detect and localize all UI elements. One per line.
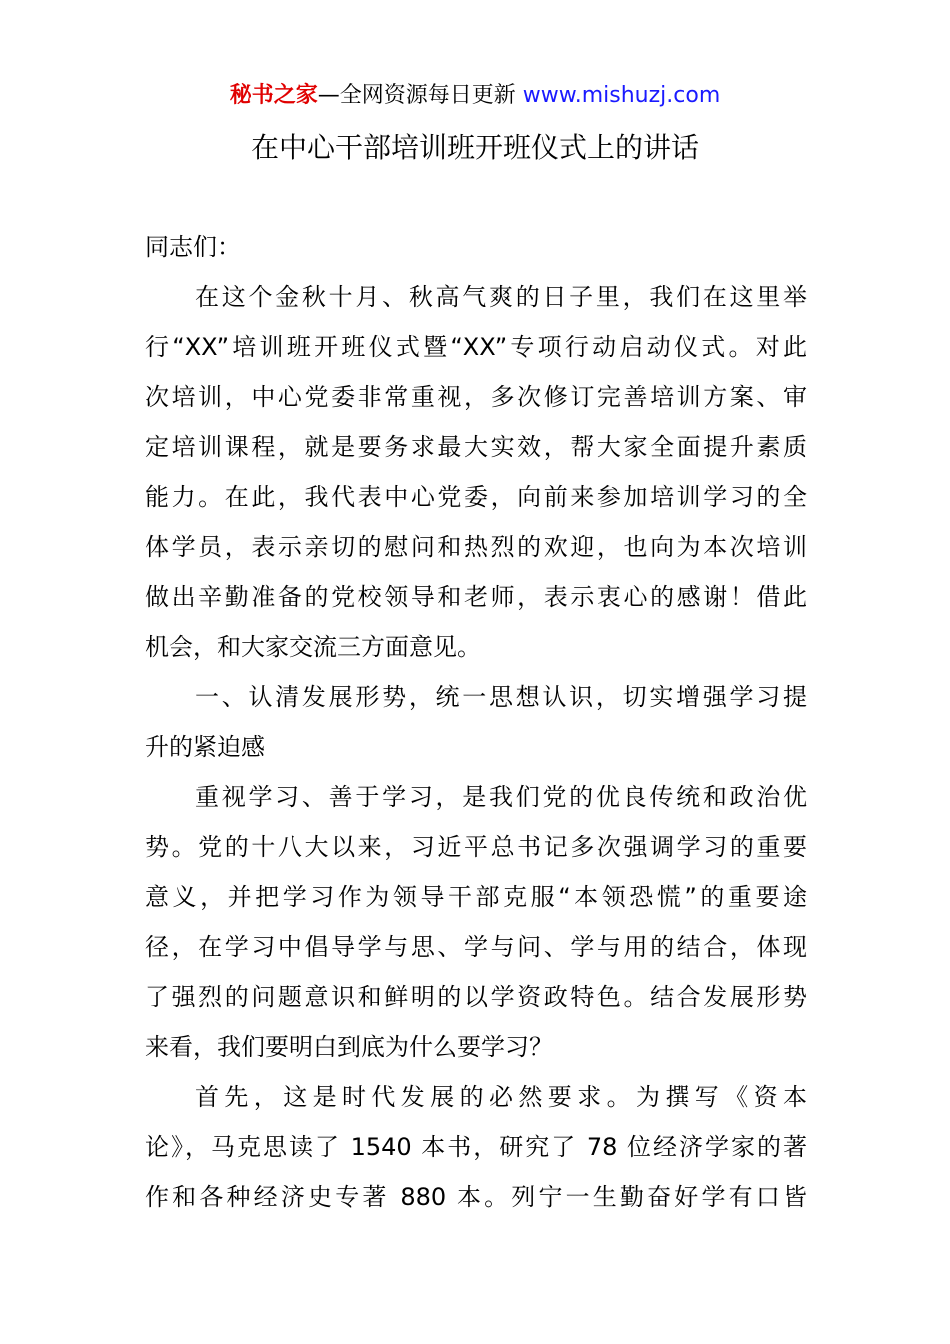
paragraph-line: 做出辛勤准备的党校领导和老师，表示衷心的感谢！借此 — [145, 583, 807, 611]
section-heading-line: 升的紧迫感 — [145, 733, 265, 761]
paragraph-line: 了强烈的问题意识和鲜明的以学资政特色。结合发展形势 — [145, 983, 807, 1011]
site-tagline: —全网资源每日更新 — [317, 83, 516, 108]
paragraph-line: 势。党的十八大以来，习近平总书记多次强调学习的重要 — [145, 833, 807, 861]
paragraph-line: 来看，我们要明白到底为什么要学习？ — [145, 1033, 553, 1061]
document-body — [145, 222, 807, 1222]
paragraph-line: 定培训课程，就是要务求最大实效，帮大家全面提升素质 — [145, 433, 807, 461]
document-title: 在中心干部培训班开班仪式上的讲话 — [250, 131, 699, 164]
paragraph-line: 能力。在此，我代表中心党委，向前来参加培训学习的全 — [145, 483, 807, 511]
paragraph-line: 径，在学习中倡导学与思、学与问、学与用的结合，体现 — [145, 933, 807, 961]
paragraph-line: 在这个金秋十月、秋高气爽的日子里，我们在这里举 — [195, 283, 807, 311]
section-heading-line: 一、认清发展形势，统一思想认识，切实增强学习提 — [195, 683, 807, 711]
paragraph-line: 体学员，表示亲切的慰问和热烈的欢迎，也向为本次培训 — [145, 533, 807, 561]
paragraph-line: 论》，马克思读了 1540 本书，研究了 78 位经济学家的著 — [145, 1133, 807, 1161]
paragraph-line: 机会，和大家交流三方面意见。 — [145, 633, 481, 661]
paragraph-line: 作和各种经济史专著 880 本。列宁一生勤奋好学有口皆 — [145, 1183, 807, 1211]
site-url-link[interactable]: www.mishuzj.com — [522, 83, 721, 108]
paragraph-line: 次培训，中心党委非常重视，多次修订完善培训方案、审 — [145, 383, 807, 411]
salutation-line: 同志们： — [145, 233, 241, 261]
brand-name: 秘书之家 — [229, 83, 318, 108]
site-header — [0, 80, 950, 112]
paragraph-line: 意义，并把学习作为领导干部克服“本领恐慌”的重要途 — [145, 883, 807, 911]
paragraph-line: 重视学习、善于学习，是我们党的优良传统和政治优 — [195, 783, 807, 811]
paragraph-line: 首先，这是时代发展的必然要求。为撰写《资本 — [195, 1083, 807, 1111]
paragraph-line: 行“XX”培训班开班仪式暨“XX”专项行动启动仪式。对此 — [145, 333, 807, 361]
